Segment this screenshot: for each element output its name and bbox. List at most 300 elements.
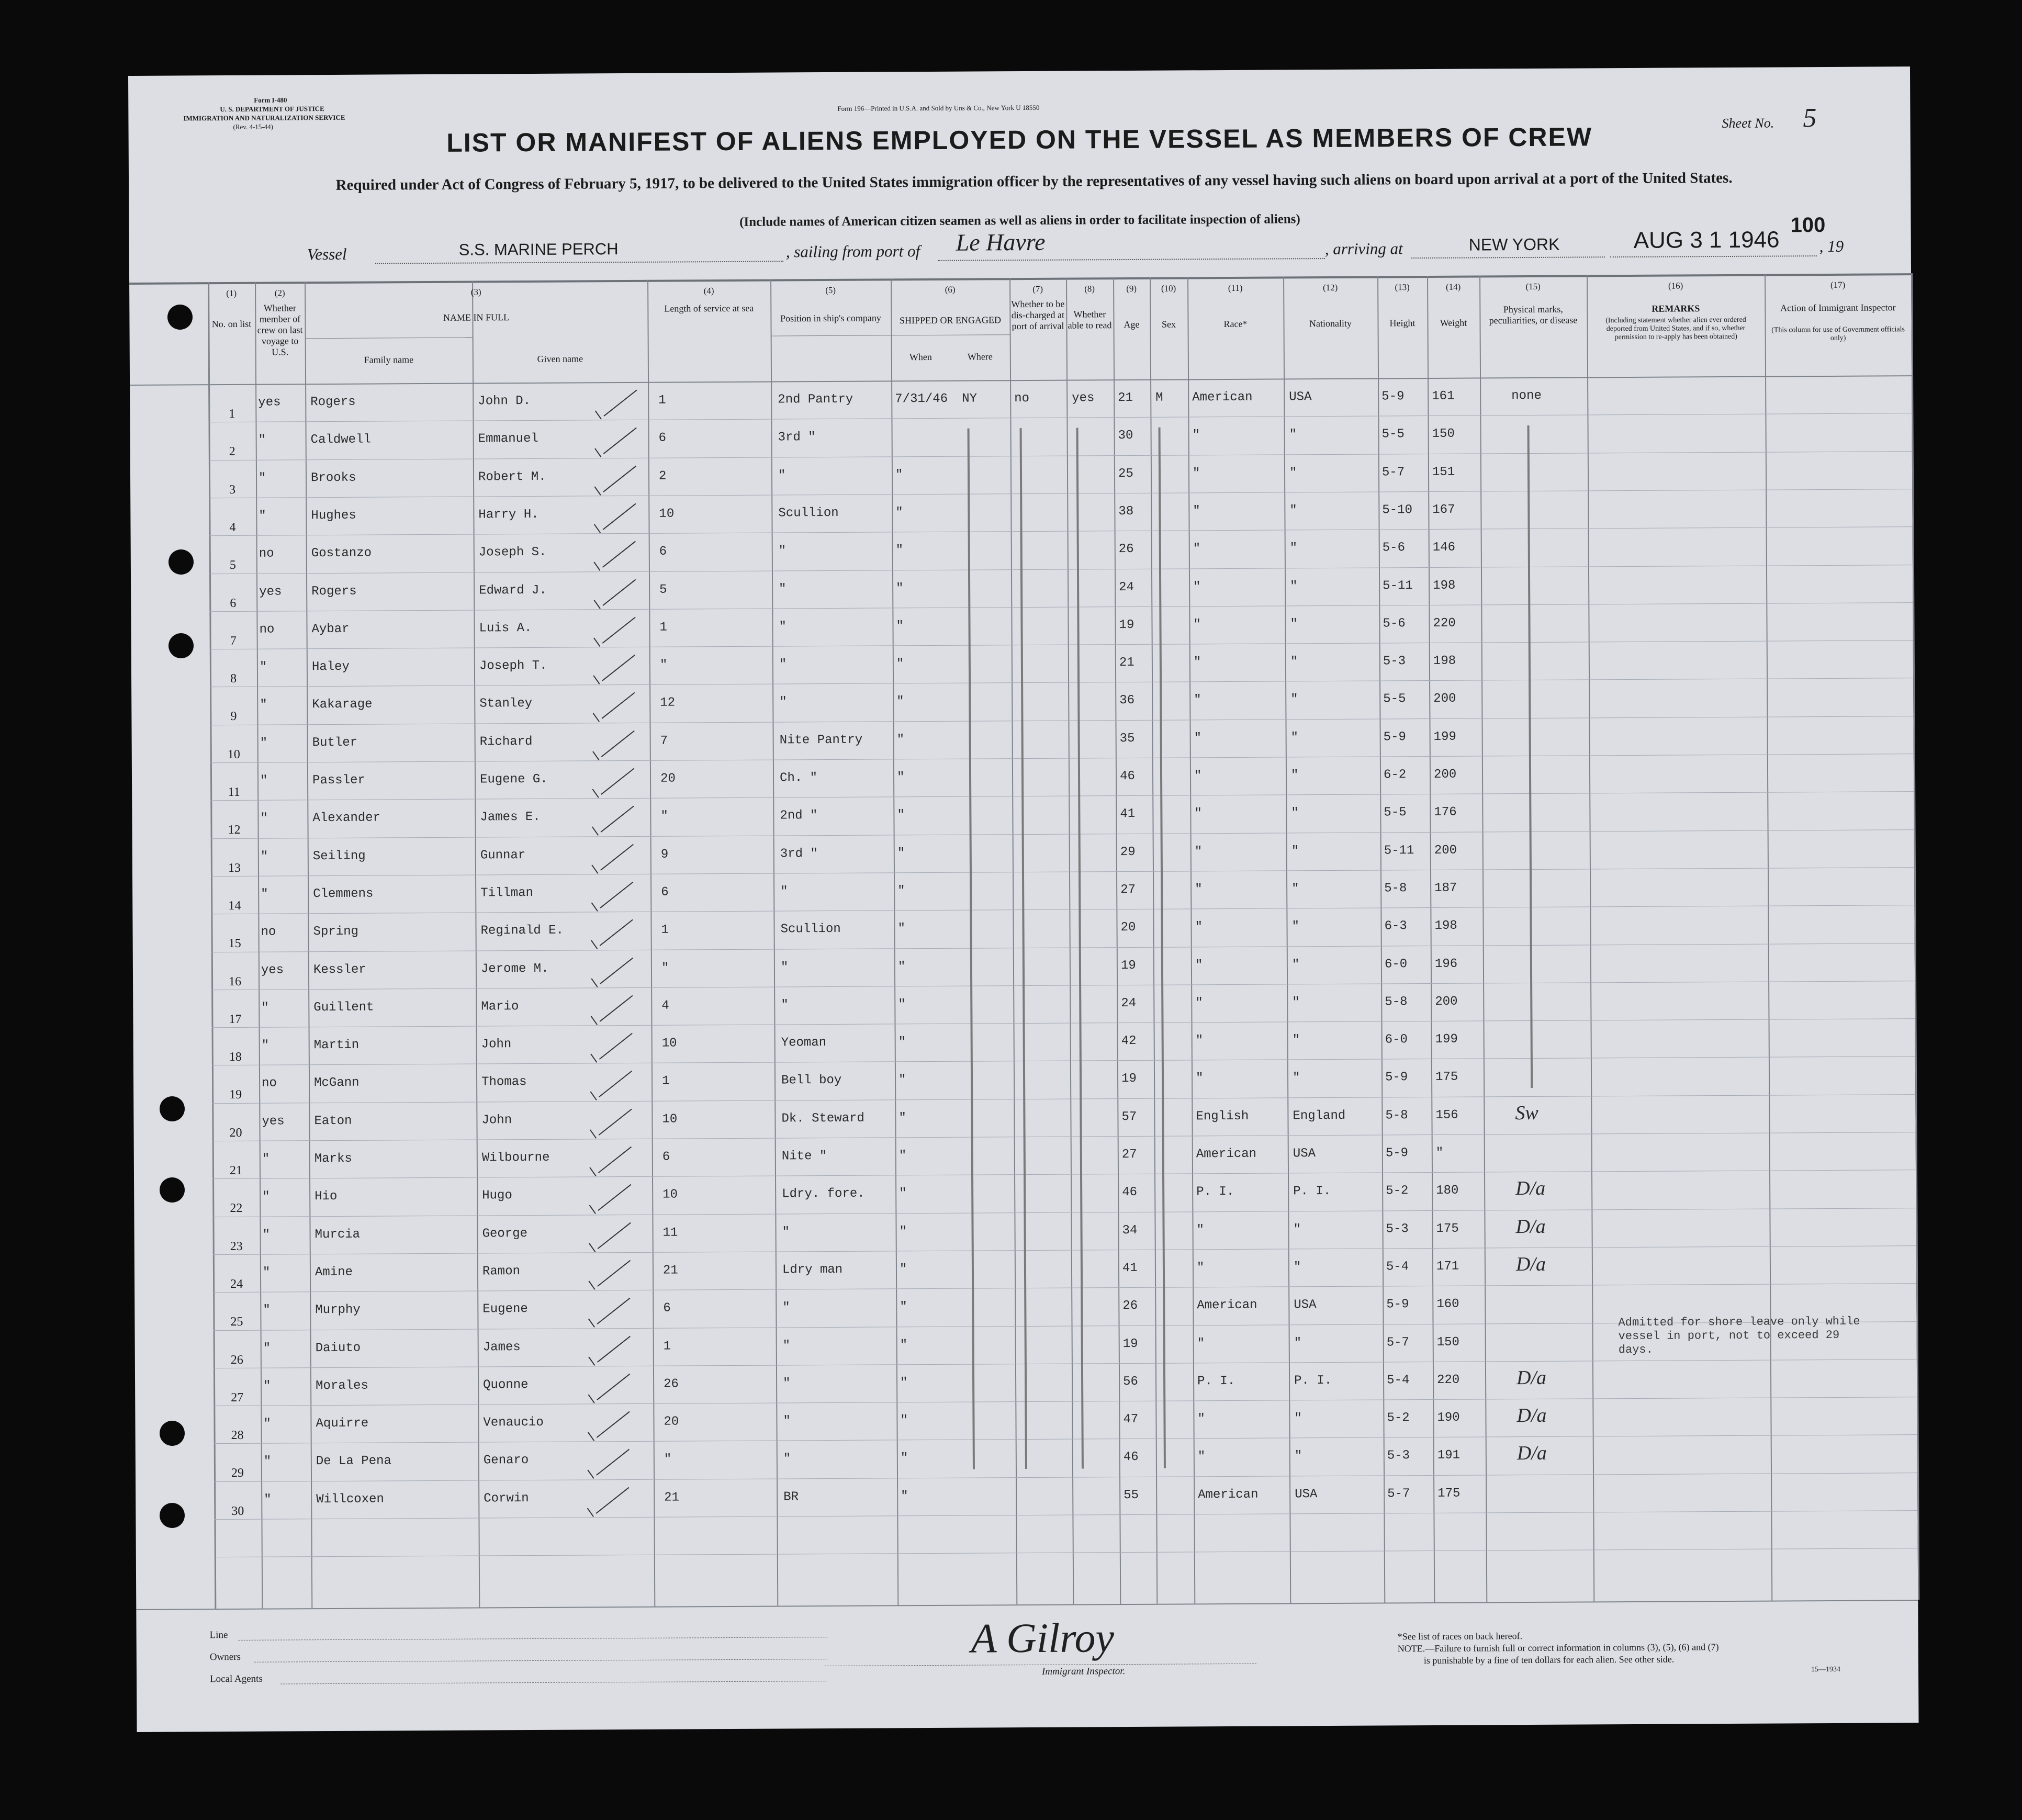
check-mark-tick: [589, 1205, 596, 1214]
row-number: 10: [227, 747, 240, 761]
cell-position: ": [780, 960, 789, 974]
cell-weight: 176: [1434, 805, 1457, 820]
cell-family: Gostanzo: [311, 546, 372, 561]
cell-age: 56: [1123, 1374, 1138, 1389]
cell-service: 10: [659, 507, 675, 521]
cell-age: 38: [1118, 504, 1134, 519]
row-number: 14: [228, 898, 241, 913]
cell-given: James: [482, 1340, 521, 1354]
cell-family: Rogers: [311, 584, 357, 599]
cell-nat: USA: [1294, 1298, 1317, 1312]
check-mark: [601, 692, 635, 719]
binder-hole: [160, 1421, 185, 1446]
cell-height: 5-4: [1387, 1373, 1410, 1388]
cell-nat: P. I.: [1293, 1184, 1331, 1199]
cell-race: ": [1196, 1261, 1205, 1275]
check-mark: [603, 428, 637, 454]
cell-position: BR: [783, 1490, 799, 1504]
cell-prev: ": [263, 1341, 271, 1356]
cell-service: 21: [664, 1490, 680, 1505]
check-mark: [599, 995, 633, 1022]
line-label: Line: [209, 1630, 228, 1641]
cell-given: Jerome M.: [480, 961, 549, 976]
cell-age: 41: [1120, 807, 1136, 822]
check-mark-tick: [588, 1356, 595, 1365]
col-age: Age: [1124, 319, 1140, 330]
row-number: 27: [231, 1390, 244, 1405]
cell-prev: ": [260, 811, 268, 826]
cell-race: ": [1194, 769, 1202, 783]
cell-when: ": [900, 1338, 908, 1352]
cell-position: ": [782, 1225, 790, 1240]
cell-service: 1: [663, 1339, 671, 1354]
column-number: (3): [470, 287, 481, 297]
row-number: 29: [231, 1466, 244, 1480]
cell-nat: ": [1290, 730, 1299, 745]
check-mark-tick: [590, 1016, 597, 1025]
cell-nat: ": [1294, 1449, 1302, 1464]
col-shipped-or-engaged: SHIPPED OR ENGAGED: [899, 314, 1002, 326]
cell-nat: ": [1291, 919, 1300, 934]
cell-family: Aquirre: [316, 1416, 369, 1431]
cell-prev: ": [259, 660, 267, 675]
cell-nat: ": [1291, 806, 1299, 821]
sheet-label: Sheet No.: [1722, 115, 1774, 131]
check-mark-tick: [594, 562, 601, 571]
cell-height: 5-7: [1387, 1486, 1410, 1501]
column-number: (16): [1668, 280, 1683, 291]
cell-position: Scullion: [778, 505, 839, 521]
cell-height: 5-5: [1384, 805, 1407, 820]
cell-race: American: [1197, 1298, 1257, 1313]
cell-height: 5-8: [1384, 881, 1407, 896]
cell-prev: ": [260, 773, 268, 788]
cell-weight: 180: [1436, 1184, 1459, 1198]
col-name-in-full: NAME IN FULL: [443, 312, 509, 323]
cell-height: 5-8: [1385, 1108, 1408, 1123]
check-mark-tick: [592, 827, 599, 836]
cell-race: ": [1192, 428, 1200, 443]
cell-height: 5-9: [1381, 389, 1405, 404]
cell-family: Kessler: [313, 962, 366, 977]
cell-when: ": [895, 543, 904, 558]
cell-family: Murcia: [314, 1227, 361, 1242]
cell-prev: ": [258, 433, 266, 448]
department-name: U. S. DEPARTMENT OF JUSTICE: [220, 105, 324, 114]
cell-age: 46: [1123, 1450, 1139, 1465]
cell-height: 5-7: [1386, 1335, 1409, 1350]
cell-family: Spring: [313, 924, 359, 939]
cell-weight: 198: [1433, 654, 1456, 669]
cell-marks: D/a: [1516, 1366, 1547, 1389]
cell-nat: ": [1291, 882, 1299, 896]
vessel-name: S.S. MARINE PERCH: [458, 240, 619, 259]
cell-position: ": [783, 1452, 791, 1466]
cell-age: 21: [1118, 390, 1133, 406]
row-number: 4: [229, 520, 236, 534]
cell-weight: 220: [1433, 616, 1456, 631]
cell-position: 2nd ": [780, 808, 818, 823]
cell-given: Hugo: [482, 1188, 512, 1203]
check-mark-tick: [587, 1470, 594, 1479]
check-mark: [601, 730, 635, 757]
check-mark-tick: [591, 978, 598, 987]
cell-given: Emmanuel: [478, 432, 538, 446]
cell-when: ": [896, 657, 904, 671]
cell-nat: ": [1289, 465, 1297, 480]
cell-family: Caldwell: [310, 432, 371, 447]
cell-nat: ": [1293, 1260, 1301, 1275]
cell-when: ": [897, 922, 906, 936]
cell-height: 5-8: [1385, 995, 1408, 1009]
cell-family: De La Pena: [316, 1454, 391, 1469]
cell-service: 1: [661, 923, 669, 937]
cell-marks: D/a: [1516, 1404, 1547, 1427]
check-mark: [598, 1147, 632, 1173]
cell-when: ": [896, 694, 904, 709]
cell-position: 3rd ": [780, 846, 818, 861]
cell-marks: D/a: [1515, 1215, 1546, 1238]
row-number: 20: [229, 1126, 242, 1140]
check-mark: [602, 655, 635, 681]
cell-given: Gunnar: [480, 848, 526, 863]
cell-nat: ": [1290, 655, 1298, 669]
cell-service: ": [660, 809, 668, 824]
col-given-name: Given name: [537, 353, 583, 364]
check-mark: [600, 882, 634, 908]
cell-race: ": [1195, 996, 1203, 1010]
cell-race: ": [1197, 1450, 1206, 1464]
cell-service: 1: [659, 620, 668, 635]
cell-weight: 150: [1432, 427, 1455, 442]
cell-height: 5-9: [1385, 1146, 1409, 1161]
check-mark-tick: [588, 1319, 595, 1328]
cell-weight: 175: [1437, 1486, 1461, 1501]
col-inspector-action: Action of Immigrant Inspector: [1780, 302, 1896, 313]
cell-prev: ": [262, 1265, 271, 1280]
cell-position: ": [779, 620, 787, 634]
check-mark-tick: [593, 713, 600, 722]
row-number: 30: [231, 1504, 244, 1518]
cell-family: Willcoxen: [316, 1492, 384, 1507]
row-number: 17: [229, 1012, 242, 1026]
check-mark: [598, 1108, 632, 1135]
cell-prev: ": [261, 1001, 269, 1015]
crew-table: [129, 273, 1918, 1609]
cell-nat: ": [1290, 692, 1298, 707]
check-mark: [600, 919, 633, 946]
cell-family: Butler: [312, 735, 358, 750]
cell-position: Dk. Steward: [781, 1111, 864, 1126]
cell-prev: ": [261, 1038, 269, 1053]
cell-family: Martin: [313, 1038, 360, 1053]
check-mark-tick: [590, 1129, 597, 1138]
cell-weight: 167: [1432, 502, 1455, 517]
col-able-to-read: Whether able to read: [1068, 309, 1112, 331]
cell-position: ": [780, 884, 788, 899]
cell-age: 19: [1119, 617, 1134, 632]
check-mark: [599, 1071, 632, 1097]
check-mark-tick: [594, 524, 601, 533]
cell-when: ": [899, 1186, 907, 1201]
cell-when: ": [897, 808, 905, 823]
cell-marks: Sw: [1515, 1102, 1538, 1124]
cell-nat: USA: [1293, 1147, 1316, 1161]
row-number: 21: [229, 1163, 243, 1178]
cell-prev: no: [259, 546, 274, 561]
col-weight: Weight: [1440, 317, 1467, 328]
cell-prev: no: [262, 1076, 277, 1091]
cell-family: Daiuto: [315, 1341, 361, 1355]
col-nationality: Nationality: [1309, 318, 1352, 329]
cell-nat: ": [1294, 1335, 1302, 1350]
cell-race: ": [1196, 1222, 1205, 1237]
row-number: 8: [230, 672, 237, 686]
check-mark-tick: [588, 1432, 594, 1441]
cell-given: Stanley: [479, 696, 533, 711]
cell-nat: ": [1290, 617, 1298, 632]
inspector-signature: A Gilroy: [971, 1615, 1115, 1662]
binder-hole: [160, 1177, 185, 1203]
cell-when: ": [900, 1413, 908, 1428]
column-number: (2): [274, 288, 285, 298]
cell-family: Aybar: [311, 622, 350, 636]
cell-when: ": [898, 1035, 906, 1050]
row-number: 23: [230, 1239, 243, 1253]
cell-when: ": [897, 959, 906, 974]
cell-weight: 156: [1435, 1108, 1458, 1122]
cell-service: ": [659, 658, 668, 672]
cell-position: Ch. ": [779, 771, 818, 785]
cell-family: Passler: [312, 773, 365, 788]
cell-service: 12: [660, 695, 676, 711]
cell-race: ": [1193, 542, 1201, 556]
cell-weight: 151: [1432, 465, 1455, 479]
cell-position: 2nd Pantry: [778, 392, 853, 407]
cell-given: Tillman: [480, 885, 534, 901]
penalty-note-2: is punishable by a fine of ten dollars for each alien. See other side.: [1423, 1654, 1675, 1666]
cell-prev: ": [263, 1303, 271, 1318]
cell-service: 6: [661, 885, 669, 900]
row-number: 2: [229, 445, 235, 459]
cell-when: ": [895, 505, 903, 520]
cell-prev: ": [262, 1189, 270, 1204]
check-mark: [603, 465, 636, 492]
cell-service: 6: [662, 1150, 670, 1164]
column-number: (7): [1032, 284, 1043, 294]
service-name: IMMIGRATION AND NATURALIZATION SERVICE: [183, 113, 345, 122]
cell-age: 24: [1121, 996, 1137, 1010]
check-mark-tick: [595, 410, 602, 419]
cell-weight: 200: [1433, 692, 1456, 706]
cell-when: ": [898, 1149, 907, 1163]
local-agents-label: Local Agents: [209, 1673, 263, 1685]
col-race: Race*: [1223, 318, 1248, 330]
cell-service: 4: [661, 998, 669, 1013]
cell-race: ": [1192, 466, 1200, 480]
cell-height: 5-3: [1387, 1448, 1410, 1463]
check-mark: [597, 1335, 630, 1362]
cell-race: ": [1193, 617, 1201, 632]
remark-row-20: Admitted for shore leave only while vessel in port, not to exceed 29 days.: [1618, 1315, 1860, 1357]
cell-disch: no: [1014, 391, 1030, 406]
cell-family: Murphy: [315, 1302, 361, 1318]
col-family-name: Family name: [364, 354, 414, 365]
cell-service: ": [661, 961, 669, 975]
cell-age: 55: [1124, 1488, 1139, 1502]
cell-height: 6-0: [1384, 957, 1408, 971]
cell-position: Ldry. fore.: [782, 1186, 865, 1201]
cell-service: 10: [661, 1036, 677, 1051]
column-number: (5): [825, 285, 836, 296]
cell-marks: none: [1511, 388, 1542, 403]
cell-race: P. I.: [1197, 1374, 1235, 1389]
cell-marks: D/a: [1516, 1442, 1547, 1465]
cell-weight: 187: [1434, 881, 1457, 895]
check-mark-tick: [589, 1280, 596, 1289]
cell-nat: ": [1293, 1222, 1301, 1237]
cell-weight: 171: [1436, 1259, 1459, 1274]
cell-family: Eaton: [314, 1114, 352, 1128]
cell-height: 5-11: [1383, 578, 1413, 593]
cell-family: Hughes: [311, 508, 356, 523]
cell-given: Eugene: [482, 1302, 528, 1317]
cell-service: 26: [664, 1377, 679, 1391]
cell-service: 2: [658, 469, 667, 484]
cell-when: ": [900, 1300, 907, 1315]
cell-when: ": [900, 1376, 908, 1390]
cell-read: yes: [1072, 391, 1095, 406]
cell-height: 5-6: [1383, 616, 1406, 631]
cell-age: 46: [1122, 1185, 1138, 1200]
cell-height: 6-0: [1385, 1032, 1408, 1047]
cell-given: Harry H.: [478, 507, 539, 522]
check-mark-tick: [590, 1053, 597, 1062]
cell-when: ": [899, 1224, 907, 1239]
binder-hole: [167, 305, 193, 330]
cell-given: Thomas: [481, 1075, 527, 1089]
column-number: (8): [1084, 284, 1095, 294]
column-number: (6): [945, 284, 956, 295]
cell-prev: no: [261, 925, 276, 939]
form-revision: (Rev. 4-15-44): [233, 122, 273, 131]
check-mark-tick: [592, 751, 599, 760]
cell-race: ": [1197, 1412, 1205, 1426]
cell-when: ": [900, 1451, 908, 1466]
cell-when: ": [897, 884, 905, 898]
cell-family: Amine: [314, 1265, 353, 1280]
cell-when: ": [897, 846, 905, 860]
check-mark-tick: [588, 1394, 594, 1403]
row-number: 26: [230, 1353, 243, 1367]
cell-race: ": [1194, 806, 1202, 821]
cell-given: Luis A.: [479, 621, 532, 636]
binder-hole: [160, 1503, 185, 1528]
check-mark: [598, 1184, 631, 1211]
cell-race: ": [1195, 1033, 1204, 1048]
cell-position: Nite ": [781, 1149, 827, 1164]
check-mark-tick: [589, 1167, 596, 1176]
cell-nat: ": [1292, 1033, 1300, 1048]
check-mark: [600, 957, 633, 984]
cell-given: Joseph T.: [479, 658, 547, 673]
check-mark-tick: [594, 486, 601, 495]
cell-age: 25: [1118, 466, 1133, 481]
check-mark: [596, 1487, 629, 1513]
cell-prev: ": [260, 698, 267, 713]
cell-prev: ": [262, 1228, 271, 1242]
cell-service: 9: [660, 847, 669, 862]
cell-position: ": [779, 695, 787, 710]
col-remarks-note: (Including statement whether alien ever ordered deported from United States, and if so, whether permission to re-apply has been obtained): [1605, 316, 1746, 342]
cell-service: 6: [663, 1301, 671, 1316]
cell-race: American: [1196, 1147, 1257, 1162]
check-mark: [597, 1298, 631, 1324]
form-code: 15—1934: [1811, 1665, 1841, 1674]
cell-prev: ": [263, 1379, 271, 1394]
ditto-stroke: [968, 429, 978, 1469]
ditto-stroke: [1020, 428, 1030, 1468]
cell-race: American: [1198, 1487, 1259, 1502]
row-number: 7: [230, 634, 237, 648]
ditto-stroke: [1527, 425, 1536, 1087]
row-number: 11: [228, 785, 240, 800]
cell-age: 27: [1121, 1147, 1137, 1162]
cell-family: Marks: [314, 1151, 352, 1166]
cell-given: John: [481, 1037, 512, 1052]
cell-age: 35: [1119, 731, 1135, 746]
cell-when: ": [901, 1489, 908, 1503]
cell-nat: USA: [1289, 390, 1312, 405]
col-inspector-note: (This column for use of Government officials only): [1771, 325, 1905, 342]
cell-position: ": [782, 1338, 791, 1353]
cell-given: Eugene G.: [479, 772, 548, 787]
check-mark: [601, 768, 634, 795]
cell-given: Venaucio: [483, 1415, 544, 1430]
cell-age: 47: [1123, 1412, 1139, 1427]
cell-marks: D/a: [1515, 1177, 1546, 1200]
requirement-text: Required under Act of Congress of February 5, 1917, to be delivered to the United States immigration officer by the representatives of any vessel having such aliens on board upon arrival at a port of the United States.: [335, 169, 1733, 194]
cell-service: 21: [662, 1263, 678, 1278]
cell-height: 5-9: [1385, 1070, 1408, 1085]
col-height: Height: [1389, 318, 1416, 329]
manifest-sheet: [128, 66, 1919, 1732]
cell-family: McGann: [314, 1076, 360, 1091]
col-position: Position in ship's company: [780, 312, 881, 324]
cell-height: 5-2: [1386, 1184, 1409, 1198]
column-number: (4): [703, 286, 714, 296]
column-number: (15): [1525, 281, 1541, 292]
cell-nat: ": [1292, 995, 1300, 1010]
cell-age: 21: [1119, 656, 1134, 670]
owners-label: Owners: [209, 1651, 241, 1663]
cell-given: John D.: [478, 394, 531, 409]
cell-when: ": [896, 770, 905, 785]
binder-hole: [168, 633, 194, 658]
row-number: 3: [229, 482, 236, 497]
check-mark: [597, 1260, 631, 1287]
col-sex: Sex: [1161, 319, 1176, 330]
row-number: 12: [228, 823, 241, 837]
cell-service: ": [664, 1452, 672, 1467]
cell-given: Quonne: [483, 1377, 529, 1392]
cell-age: 57: [1121, 1109, 1137, 1124]
cell-service: 6: [658, 431, 667, 445]
cell-given: Reginald E.: [480, 923, 564, 938]
cell-weight: 220: [1437, 1373, 1460, 1387]
cell-nat: ": [1294, 1411, 1302, 1426]
cell-given: Wilbourne: [481, 1150, 550, 1165]
